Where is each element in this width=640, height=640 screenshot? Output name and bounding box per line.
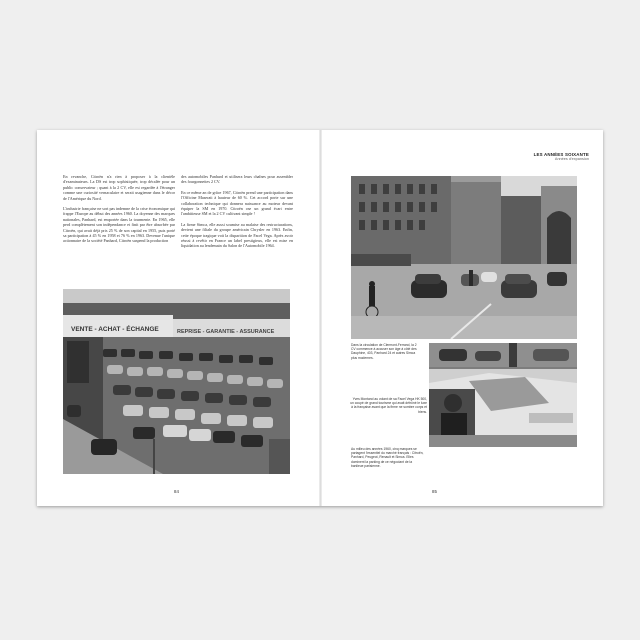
- paragraph: En ce même an de grâce 1967, Citroën prend une participation dans l'Officine Maserati à hauteur de 60 %. Cet accord porte sur une collaboration technique qui donnera naissance au moteur devant équiper la SM en 1970. Citroën ose un grand écart entre l'ambitieuse SM et la 2 CV cultivant simple !: [181, 189, 293, 217]
- paragraph: L'industrie française ne sort pas indemne de la crise économique qui frappe l'Europe au début des années 1960. La doyenne des marques nationales, Panhard, est emportée dans la tourmente. En 1965, elle perd complètement son indépendance et finit par être absorbée par Citroën, qui avait déjà pris 25 % de son capital en 1955, puis porté sa participation à 45 % en 1958 et 76 % en 1963. Devenue l'unique actionnaire de la société Panhard, Citroën suspend la production: [63, 206, 175, 244]
- running-header: [534, 152, 589, 162]
- paragraph: En revanche, Citroën n'a rien à proposer à la clientèle d'examinateurs. La DS est trop sophistiquée, trop décalée pour un public conservateur ; quant à la 2 CV, elle est regardée à l'étranger comme une curiosité vernaculaire et serait usagienne dans le décor de l'Amérique du Nord.: [63, 174, 175, 201]
- page-number-right: 85: [432, 489, 437, 494]
- caption-lot: Au milieu des années 1960, cinq marques se partagent l'essentiel du marché français : Citroën, Panhard, Peugeot, Renault et Simca. Elles dominent la parking de ce négociant de la banlieue parisienne.: [351, 447, 424, 468]
- caption-car: Yves Montand au volant de sa Facel Vega HK 500, un coupé de grand tourisme qui avait détrôné le luxe à la française avant que la firme ne sombre corps et biens.: [350, 397, 427, 414]
- header-subtitle: Années d'expansion: [554, 157, 589, 161]
- photo-car-lot: [63, 289, 290, 474]
- sign-text-1: VENTE - ACHAT - ÉCHANGE: [71, 326, 159, 333]
- photo-man-in-car: [429, 343, 577, 447]
- paragraph: La firme Simca, elle aussi soumise au malaise des restructurations, devient une filiale du groupe américain Chrysler en 1963. Enfin, cette époque tragique voit la disparition de Facel Vega. Après avoir réussi à revêtir en France un label prestigieux, elle est mise en liquidation au lendemain du Salon de l'Automobile 1964.: [181, 221, 293, 249]
- text-column-2: [181, 174, 293, 254]
- paragraph: des automobiles Panhard et utilisera leurs chaînes pour assembler des fourgonnettes 2 CV.: [181, 174, 293, 185]
- text-column-1: [63, 174, 175, 249]
- header-title: LES ANNÉES SOIXANTE: [533, 152, 589, 157]
- sign-text-2: REPRISE - GARANTIE - ASSURANCE: [177, 329, 275, 335]
- photo-street-scene: [351, 176, 577, 339]
- book-spread: [37, 130, 603, 506]
- book-gutter: [319, 130, 322, 506]
- page-number-left: 84: [174, 489, 179, 494]
- caption-street: Dans la circulation de Clermont-Ferrand, la 2 CV commence à accuser son âge à côté des Dauphine, 403, Panhard 24 et autres Simca plus modernes.: [351, 343, 417, 360]
